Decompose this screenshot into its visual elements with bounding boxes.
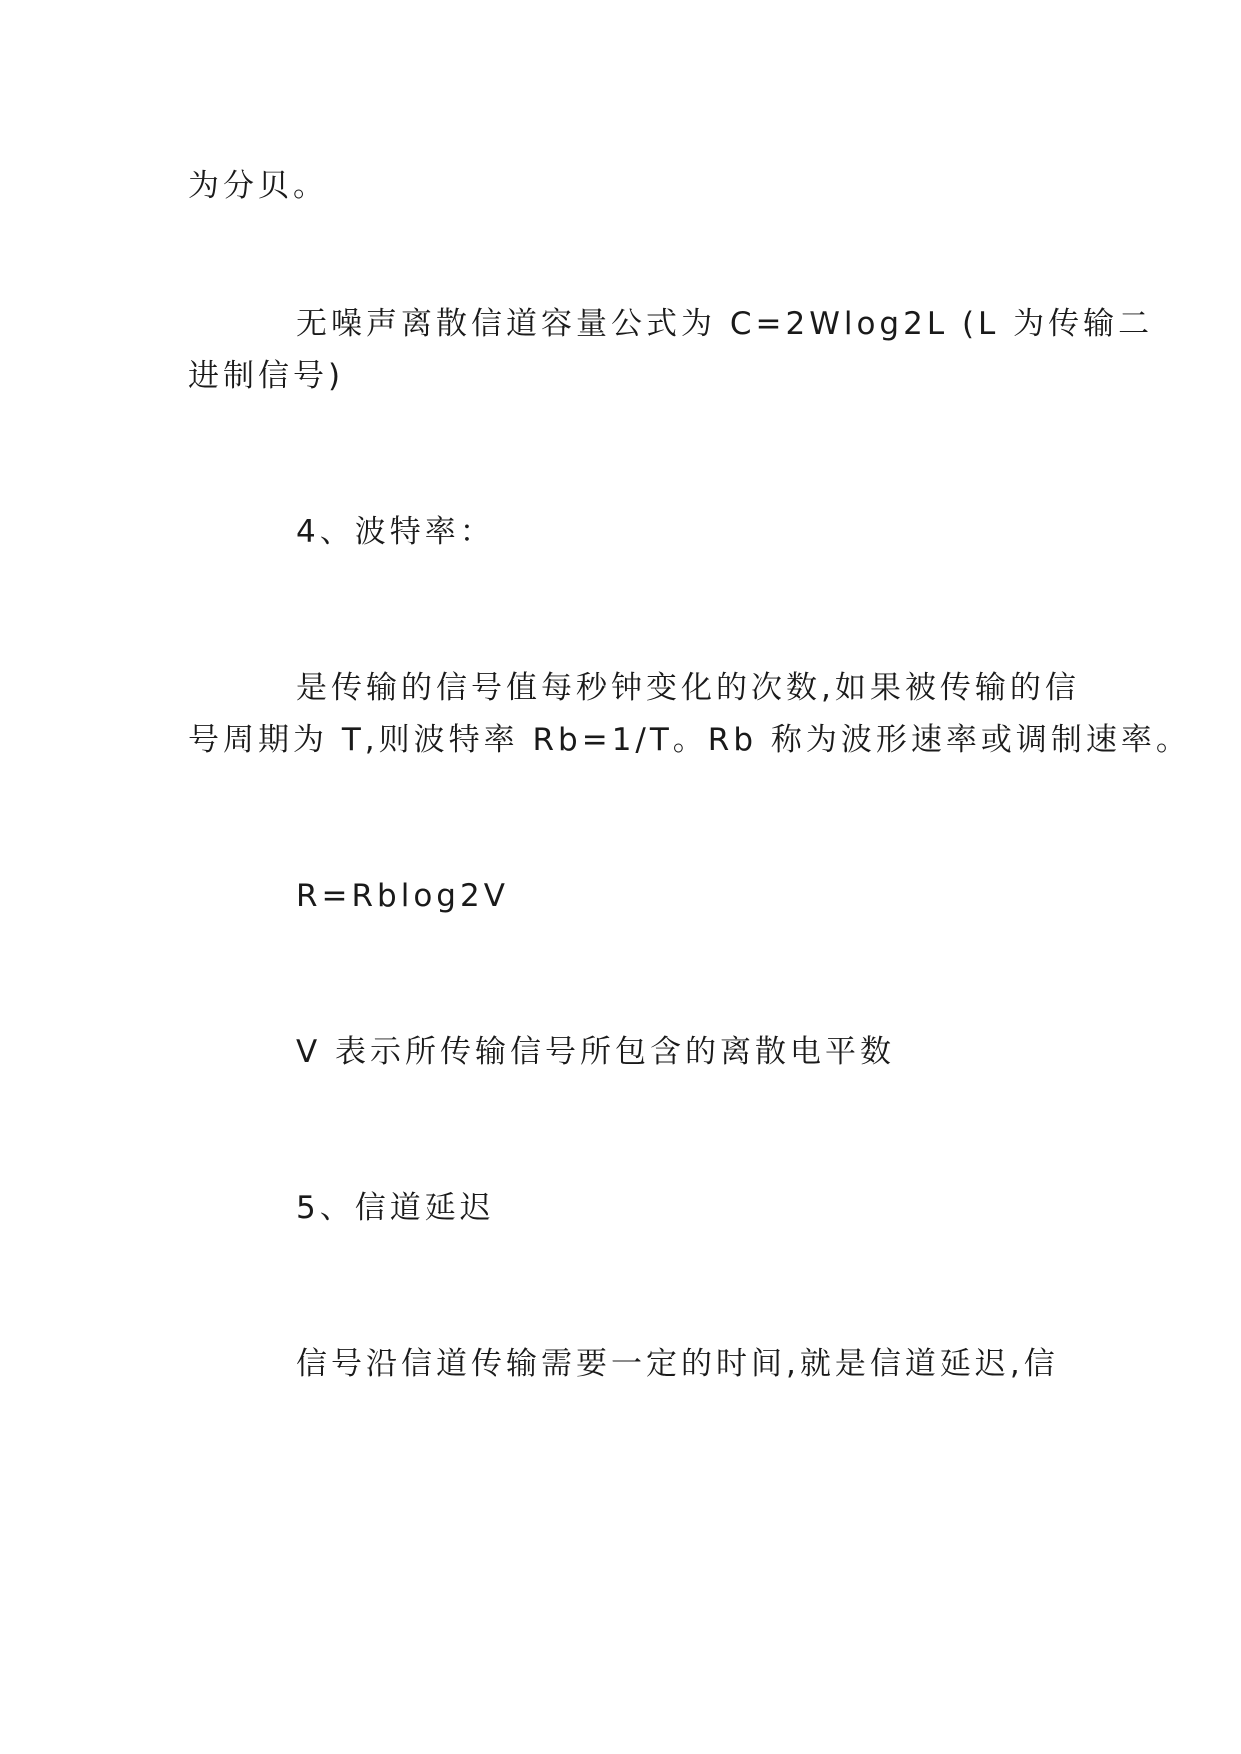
text-line-baud-definition-cont: 号周期为 T,则波特率 Rb=1/T。Rb 称为波形速率或调制速率。 xyxy=(188,722,1191,758)
text-line-capacity-formula-cont: 进制信号) xyxy=(188,358,345,394)
text-line-baud-definition: 是传输的信号值每秒钟变化的次数,如果被传输的信 xyxy=(296,670,1080,706)
text-line-capacity-formula: 无噪声离散信道容量公式为 C=2Wlog2L (L 为传输二 xyxy=(296,306,1154,342)
section-heading-baud-rate: 4、波特率： xyxy=(296,514,495,550)
section-heading-channel-delay: 5、信道延迟 xyxy=(296,1190,495,1226)
formula-rate: R=Rblog2V xyxy=(296,878,509,914)
text-line-db-unit: 为分贝。 xyxy=(188,168,328,204)
text-line-v-definition: V 表示所传输信号所包含的离散电平数 xyxy=(296,1034,896,1070)
text-line-channel-delay: 信号沿信道传输需要一定的时间,就是信道延迟,信 xyxy=(296,1346,1059,1382)
